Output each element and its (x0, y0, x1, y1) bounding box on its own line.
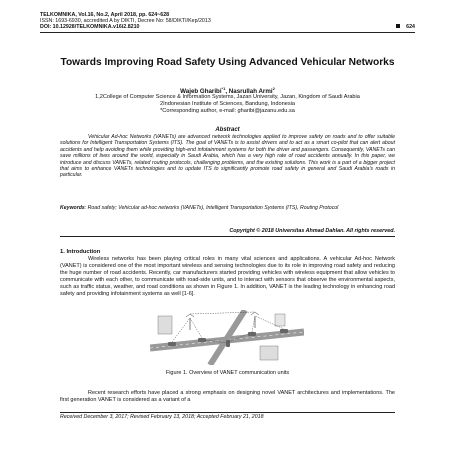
author-line: Wajeb Gharibi$^{*1}$, Nasrullah Armi$^2$ (180, 86, 275, 96)
author-1: Wajeb Gharibi (180, 88, 222, 96)
section-heading: 1. Introduction (60, 249, 101, 255)
issn-line: ISSN: 1693-6930, accredited A by DIKTI, Decree No: 58/DIKTI/Kep/2013 (40, 18, 211, 25)
roadside-unit-icon (251, 312, 259, 328)
keywords (60, 205, 395, 211)
intro-paragraph-1: Wireless networks has been playing critical roles in many vital sciences and applications. A vehicular Ad-hoc Network (VANET) is considered one of the most important wireless and sensing technologies due to its role in improving road safety and reducing the huge number of road accidents. Recently, car manufacturers started providing vehicles with wireless equipment that allow vehicles to communicate with each other, to communicate with road-side units, and to interact with sensors that observe the environmental aspects, such as traffic status, weather, and road conditions as shown in Figure 1. In addition, VANET is the leading technology in enhancing road safety and providing infotainment systems as well [1-6]. (60, 256, 395, 297)
affiliation-2: 2Indonesian Institute of Sciences, Bandung, Indonesia (160, 101, 295, 107)
figure-1 (150, 310, 304, 365)
vehicle-icon (168, 342, 176, 346)
author-2: Nasrullah Armi (228, 88, 273, 96)
page-number: 624 (396, 24, 415, 30)
intro-paragraph-2: Recent research efforts have placed a strong emphasis on designing novel VANET architectures and implementations. The first generation VANET is considered as a variant of a (60, 390, 395, 403)
abstract-text: Vehicular Ad-hoc Networks (VANETs) are advanced network technologies applied to improve safety on roads and to offer suitable solutions for Intelligent Transportation Systems (ITS). The goal of VANETs is to assist drivers and to act as a smart co-pilot that can alert about accidents and help avoiding them while providing high-end infotainment systems for both the driver and passengers. Consequently, VANETs can save millions of lives around the world, especially in Saudi Arabia, which has a very high rate of road accidents annually. In this paper, we introduce and discuss VANETs, related routing protocols, challenging problems, and the existing solutions. This work is a part of a bigger project that aims to enhance VANETs technologies and to update ITS to significantly promote road safety in general and Saudi Arabia's roads in particular. (60, 134, 395, 179)
vanet-diagram (150, 310, 304, 365)
abstract-rule (60, 236, 395, 237)
corresponding-author: *Corresponding author, e-mail: gharibi@jazanu.edu.sa (160, 108, 295, 114)
doi-line: DOI: 10.12928/TELKOMNIKA.v16i2.8210 (40, 24, 140, 31)
footer-rule (60, 412, 395, 413)
building-icon (275, 314, 285, 326)
v2i-link (172, 318, 202, 342)
figure-caption: Figure 1. Overview of VANET communication units (165, 370, 290, 376)
vehicle-icon (198, 338, 206, 342)
paper-title: Towards Improving Road Safety Using Advanced Vehicular Networks (60, 57, 395, 68)
building-icon (158, 316, 172, 334)
vehicle-icon (226, 340, 230, 347)
abstract-heading: Abstract (215, 127, 240, 133)
header-rule (40, 32, 415, 33)
copyright-notice: Copyright © 2018 Universitas Ahmad Dahlan. All rights reserved. (229, 228, 395, 234)
journal-name: TELKOMNIKA (40, 12, 76, 18)
vehicle-icon (248, 332, 256, 336)
keywords-list: : Road safety; Vehicular ad-hoc networks (VANETs), Intelligent Transportation Systems (ITS), Routing Protocol (84, 205, 339, 211)
square-marker-icon (396, 24, 400, 28)
journal-volume: , Vol.16, No.2, April 2018, pp. 624~628 (75, 12, 170, 18)
vehicle-icon (280, 329, 288, 333)
keywords-label: Keywords (60, 205, 85, 211)
building-icon (260, 346, 278, 360)
affiliation-1: 1,2College of Computer Science & Information Systems, Jazan University, Jazan, Kingdom of Saudi Arabia (95, 94, 360, 100)
journal-header (40, 12, 415, 30)
received-dates: Received December 3, 2017; Revised February 13, 2018; Accepted February 21, 2018 (60, 414, 264, 420)
